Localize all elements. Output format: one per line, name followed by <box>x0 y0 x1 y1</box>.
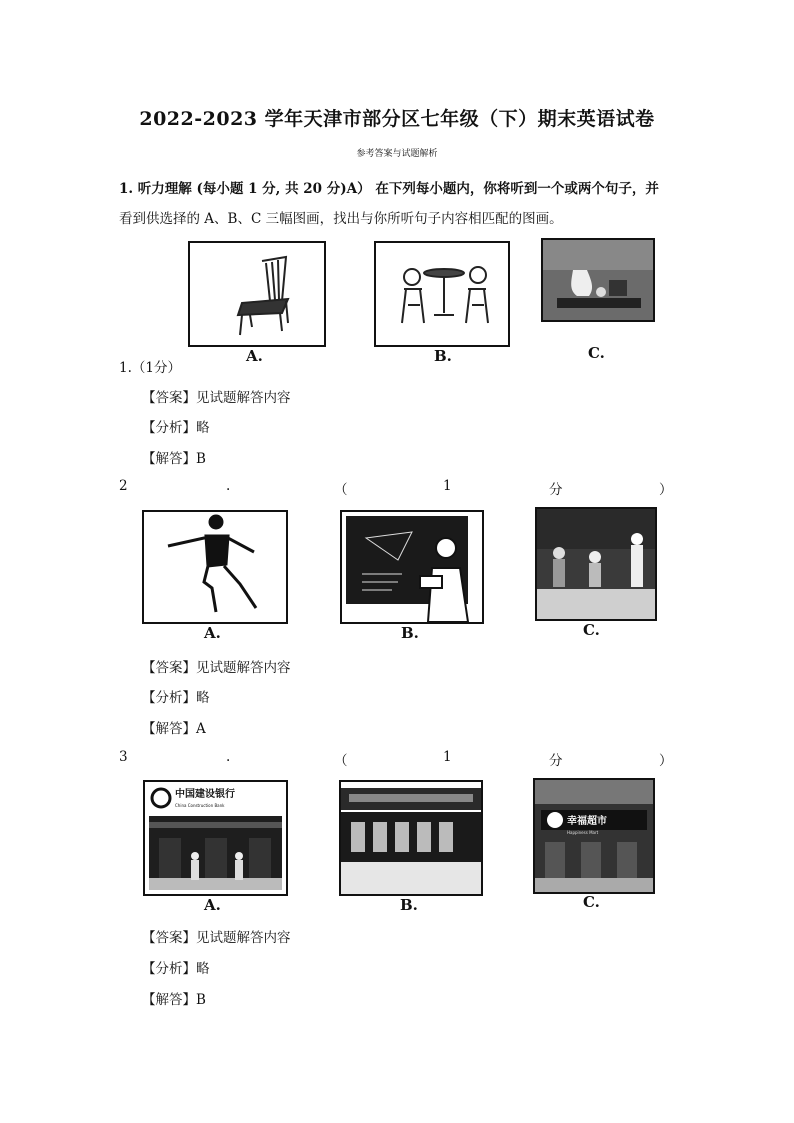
q2-image-c <box>535 507 657 621</box>
bank-building-icon <box>145 782 286 894</box>
q2-caption-c: C. <box>583 621 600 639</box>
bar-table-stools-icon <box>376 243 508 345</box>
q2-paren-close: ） <box>659 482 673 498</box>
q3-image-b <box>339 780 483 896</box>
q2-caption-b: B. <box>401 624 419 642</box>
supermarket-building-icon <box>535 780 653 892</box>
page-title: 2022-2023 学年天津市部分区七年级（下）期末英语试卷 <box>139 108 655 130</box>
teacher-blackboard-icon <box>342 512 482 622</box>
q3-points: 1 <box>443 749 452 765</box>
q2-answer: 【答案】见试题解答内容 <box>142 660 291 676</box>
bank-sign-sub: China Construction Bank <box>175 803 225 808</box>
q3-points-unit: 分 <box>549 753 563 769</box>
q2-points: 1 <box>443 478 452 494</box>
q2-image-a <box>142 510 288 624</box>
tea-set-tray-icon <box>543 240 653 320</box>
q2-number-line <box>119 478 673 498</box>
dancer-icon <box>144 512 286 622</box>
q3-caption-c: C. <box>583 893 600 911</box>
q3-caption-b: B. <box>400 896 418 914</box>
page-subtitle: 参考答案与试题解析 <box>356 149 438 159</box>
q3-number-line <box>119 749 673 769</box>
storefront-icon <box>341 782 481 894</box>
bank-sign-text: 中国建设银行 <box>175 789 235 800</box>
q2-dot: . <box>226 478 231 494</box>
q2-solution: 【解答】A <box>142 721 206 737</box>
q1-image-a <box>188 241 326 347</box>
q3-dot: . <box>226 749 231 765</box>
q1-solution: 【解答】B <box>142 451 206 467</box>
section-intro-line2: 看到供选择的 A、B、C 三幅图画，找出与你所听句子内容相匹配的图画。 <box>119 211 563 227</box>
q1-image-c <box>541 238 655 322</box>
people-outdoors-icon <box>537 509 655 619</box>
q2-image-b <box>340 510 484 624</box>
q1-caption-c: C. <box>588 344 605 362</box>
q1-label: 1.（1分） <box>119 360 181 376</box>
q1-analysis: 【分析】略 <box>142 420 210 436</box>
q3-solution: 【解答】B <box>142 992 206 1008</box>
q2-points-unit: 分 <box>549 482 563 498</box>
q3-paren-open: （ <box>334 753 348 769</box>
q1-caption-a: A. <box>246 347 263 365</box>
q1-answer: 【答案】见试题解答内容 <box>142 390 291 406</box>
q2-paren-open: （ <box>334 482 348 498</box>
q2-caption-a: A. <box>204 624 221 642</box>
q3-answer: 【答案】见试题解答内容 <box>142 930 291 946</box>
q3-number: 3 <box>119 749 128 765</box>
q2-number: 2 <box>119 478 128 494</box>
q3-image-a <box>143 780 288 896</box>
q1-image-b <box>374 241 510 347</box>
market-sign-text: 幸福超市 <box>567 816 607 827</box>
q1-caption-b: B. <box>434 347 452 365</box>
section-intro-line1: 1. 听力理解 (每小题 1 分, 共 20 分)A） 在下列每小题内，你将听到一个或两个句子，并 <box>119 181 659 197</box>
market-sign-sub: Happiness Mart <box>567 830 599 835</box>
chair-icon <box>190 243 324 345</box>
q3-caption-a: A. <box>204 896 221 914</box>
q3-paren-close: ） <box>659 753 673 769</box>
q3-analysis: 【分析】略 <box>142 961 210 977</box>
q3-image-c <box>533 778 655 894</box>
q2-analysis: 【分析】略 <box>142 690 210 706</box>
